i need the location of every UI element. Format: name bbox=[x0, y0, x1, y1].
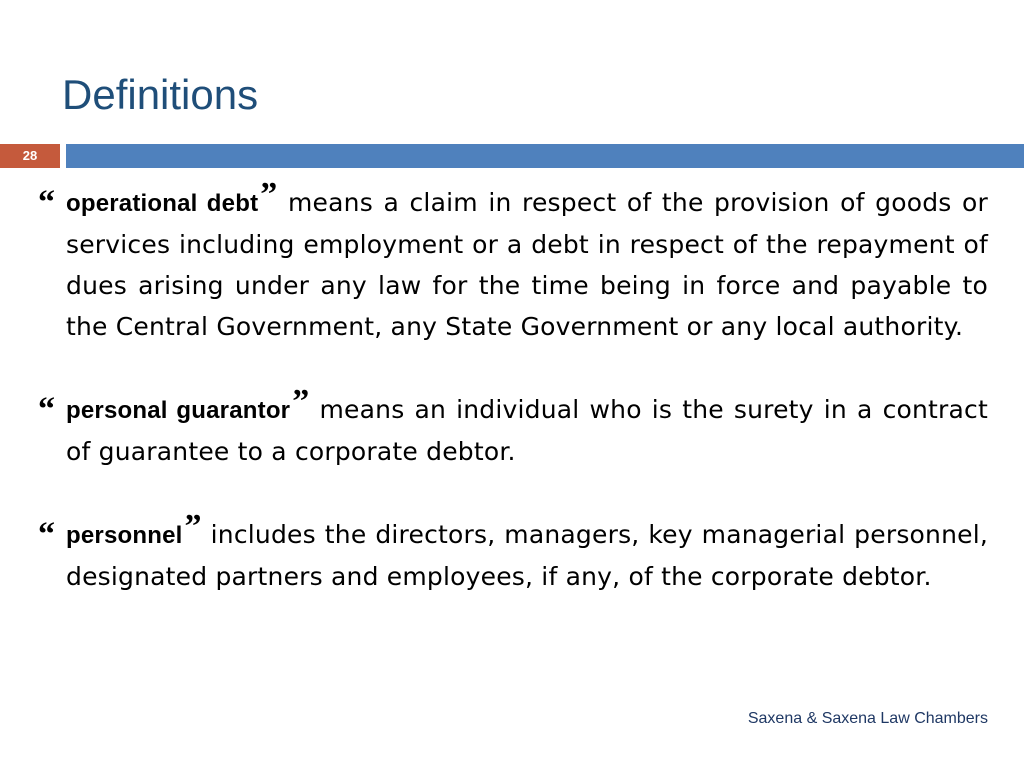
definition-term: personnel bbox=[66, 522, 183, 549]
slide-title: Definitions bbox=[62, 71, 259, 118]
page-number-badge: 28 bbox=[0, 144, 60, 168]
header-accent-bar bbox=[66, 144, 1024, 168]
definition-text: includes the directors, managers, key managerial personnel, designated partners and employees, if any, of the corporate debtor. bbox=[66, 520, 988, 591]
close-quote: ” bbox=[184, 508, 202, 545]
definition-term: personal guarantor bbox=[66, 397, 291, 424]
footer-credit: Saxena & Saxena Law Chambers bbox=[747, 710, 988, 727]
open-quote: “ bbox=[38, 516, 56, 553]
open-quote: “ bbox=[38, 184, 56, 221]
close-quote: ” bbox=[260, 176, 278, 213]
definition-text: means an individual who is the surety in a contract of guarantee to a corporate debtor. bbox=[66, 395, 989, 466]
definition-personnel bbox=[38, 508, 988, 597]
close-quote: ” bbox=[292, 383, 310, 420]
definition-operational-debt bbox=[38, 176, 988, 347]
definitions-list bbox=[38, 176, 989, 637]
definition-personal-guarantor bbox=[38, 383, 989, 472]
definition-term: operational debt bbox=[66, 190, 259, 217]
definition-text: means a claim in respect of the provision of goods or services including employment or a debt in respect of the repayment of dues arising under any law for the time being in force and payable to the Central Government, any State Government or any local authority. bbox=[66, 188, 988, 341]
open-quote: “ bbox=[38, 391, 56, 428]
